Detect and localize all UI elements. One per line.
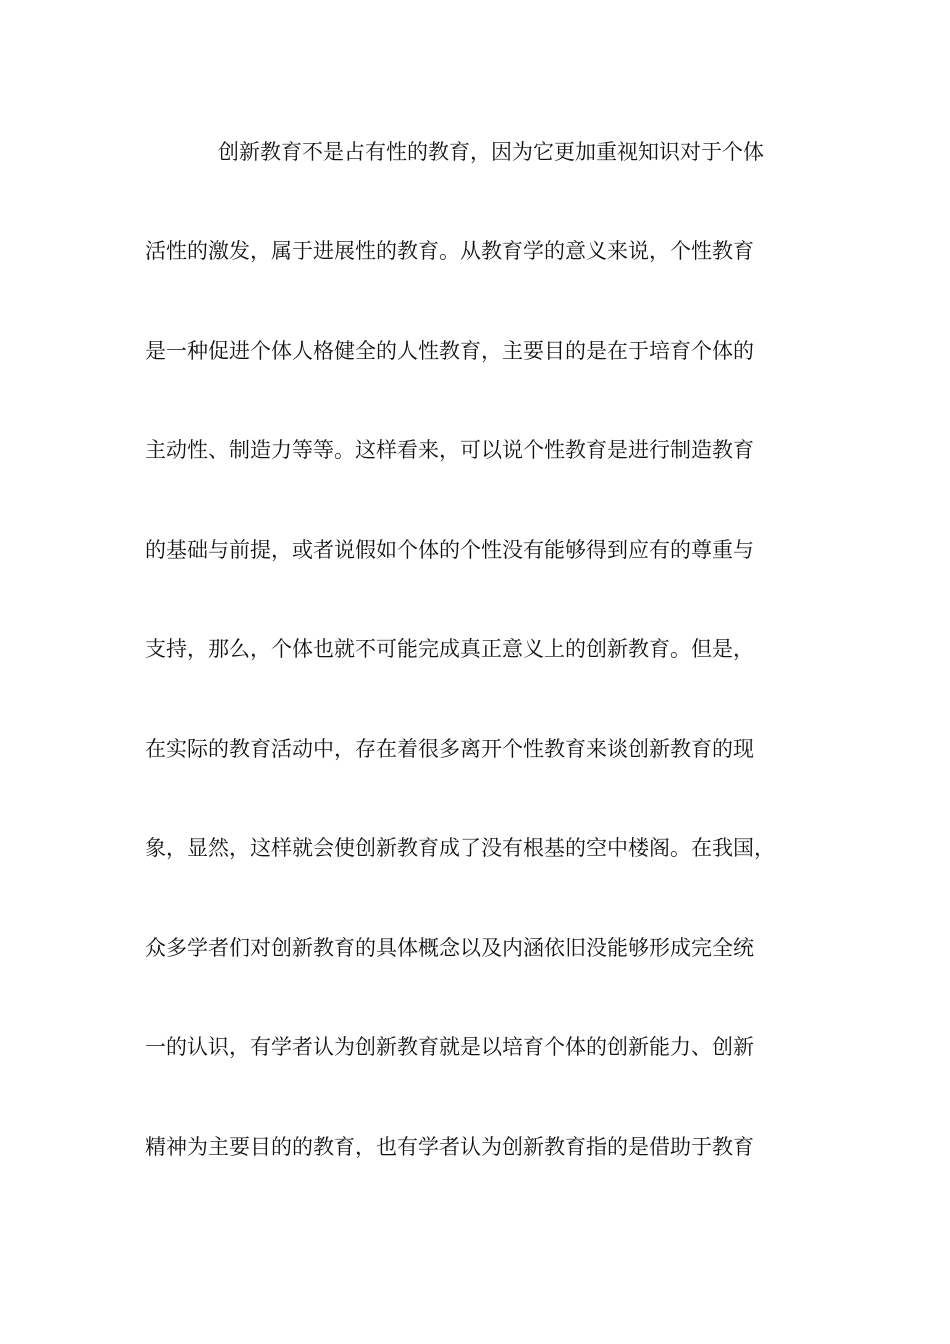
paragraph-line: 活性的激发，属于进展性的教育。从教育学的意义来说，个性教育 <box>145 239 754 263</box>
paragraph-line: 的基础与前提，或者说假如个体的个性没有能够得到应有的尊重与 <box>145 538 754 562</box>
paragraph-line: 众多学者们对创新教育的具体概念以及内涵依旧没能够形成完全统 <box>145 936 754 960</box>
paragraph-line: 一的认识，有学者认为创新教育就是以培育个体的创新能力、创新 <box>145 1035 754 1059</box>
paragraph-line: 创新教育不是占有性的教育，因为它更加重视知识对于个体 <box>218 140 764 164</box>
paragraph-line: 主动性、制造力等等。这样看来，可以说个性教育是进行制造教育 <box>145 438 754 462</box>
paragraph-line: 象，显然，这样就会使创新教育成了没有根基的空中楼阁。在我国， <box>145 836 775 860</box>
paragraph-line: 是一种促进个体人格健全的人性教育，主要目的是在于培育个体的 <box>145 339 754 363</box>
paragraph-line: 精神为主要目的的教育，也有学者认为创新教育指的是借助于教育 <box>145 1135 754 1159</box>
paragraph-line: 支持，那么，个体也就不可能完成真正意义上的创新教育。但是， <box>145 637 754 661</box>
paragraph-line: 在实际的教育活动中，存在着很多离开个性教育来谈创新教育的现 <box>145 737 754 761</box>
